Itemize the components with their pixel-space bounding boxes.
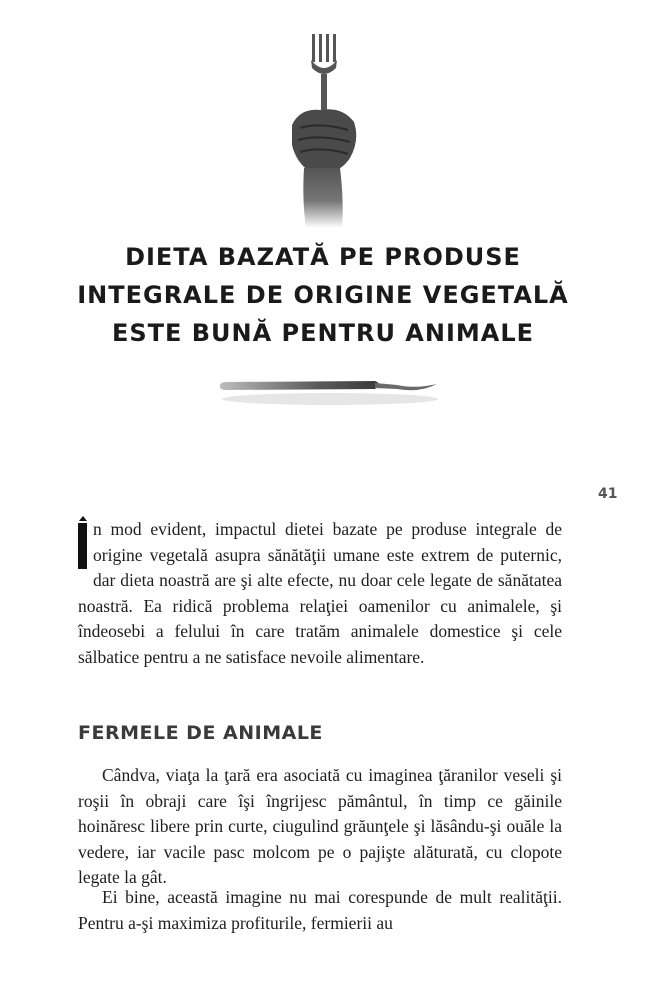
body-paragraph: Cândva, viaţa la ţară era asociată cu imaginea ţăranilor veseli şi roşii în obraji care îşi îngrijesc pământul, în timp ce găinile hoinăresc libere prin curte, ciugulind grăunţele şi lăsându-şi ouăle la vedere, iar vacile pasc molcom pe o pajişte alăturată, cu clopote legate la gât.	[78, 765, 562, 887]
chapter-title	[40, 238, 606, 352]
scalpel-icon	[215, 375, 440, 411]
hand-holding-fork-icon	[270, 30, 380, 230]
chapter-title-line: ESTE BUNĂ PENTRU ANIMALE	[111, 319, 535, 347]
chapter-title-line: DIETA BAZATĂ PE PRODUSE	[125, 243, 521, 271]
intro-paragraph	[78, 517, 562, 670]
intro-text: n mod evident, impactul dietei bazate pe produse integrale de origine vegetală asupra sănătăţii umane este extrem de puternic, dar dieta noastră are şi alte efecte, nu doar cele legate de sănătatea noastră. Ea ridică problema relaţiei oamenilor cu animalele, şi îndeosebi a felului în care tratăm animalele domestice şi cele sălbatice pentru a ne satisface nevoile alimentare.	[78, 519, 562, 667]
section-heading: FERMELE DE ANIMALE	[78, 722, 323, 744]
drop-cap	[78, 523, 87, 569]
body-paragraph: Ei bine, această imagine nu mai corespunde de mult realităţii. Pentru a-şi maximiza profiturile, fermierii au	[78, 887, 562, 933]
chapter-title-line: INTEGRALE DE ORIGINE VEGETALĂ	[77, 281, 569, 309]
page-number: 41	[598, 486, 618, 502]
